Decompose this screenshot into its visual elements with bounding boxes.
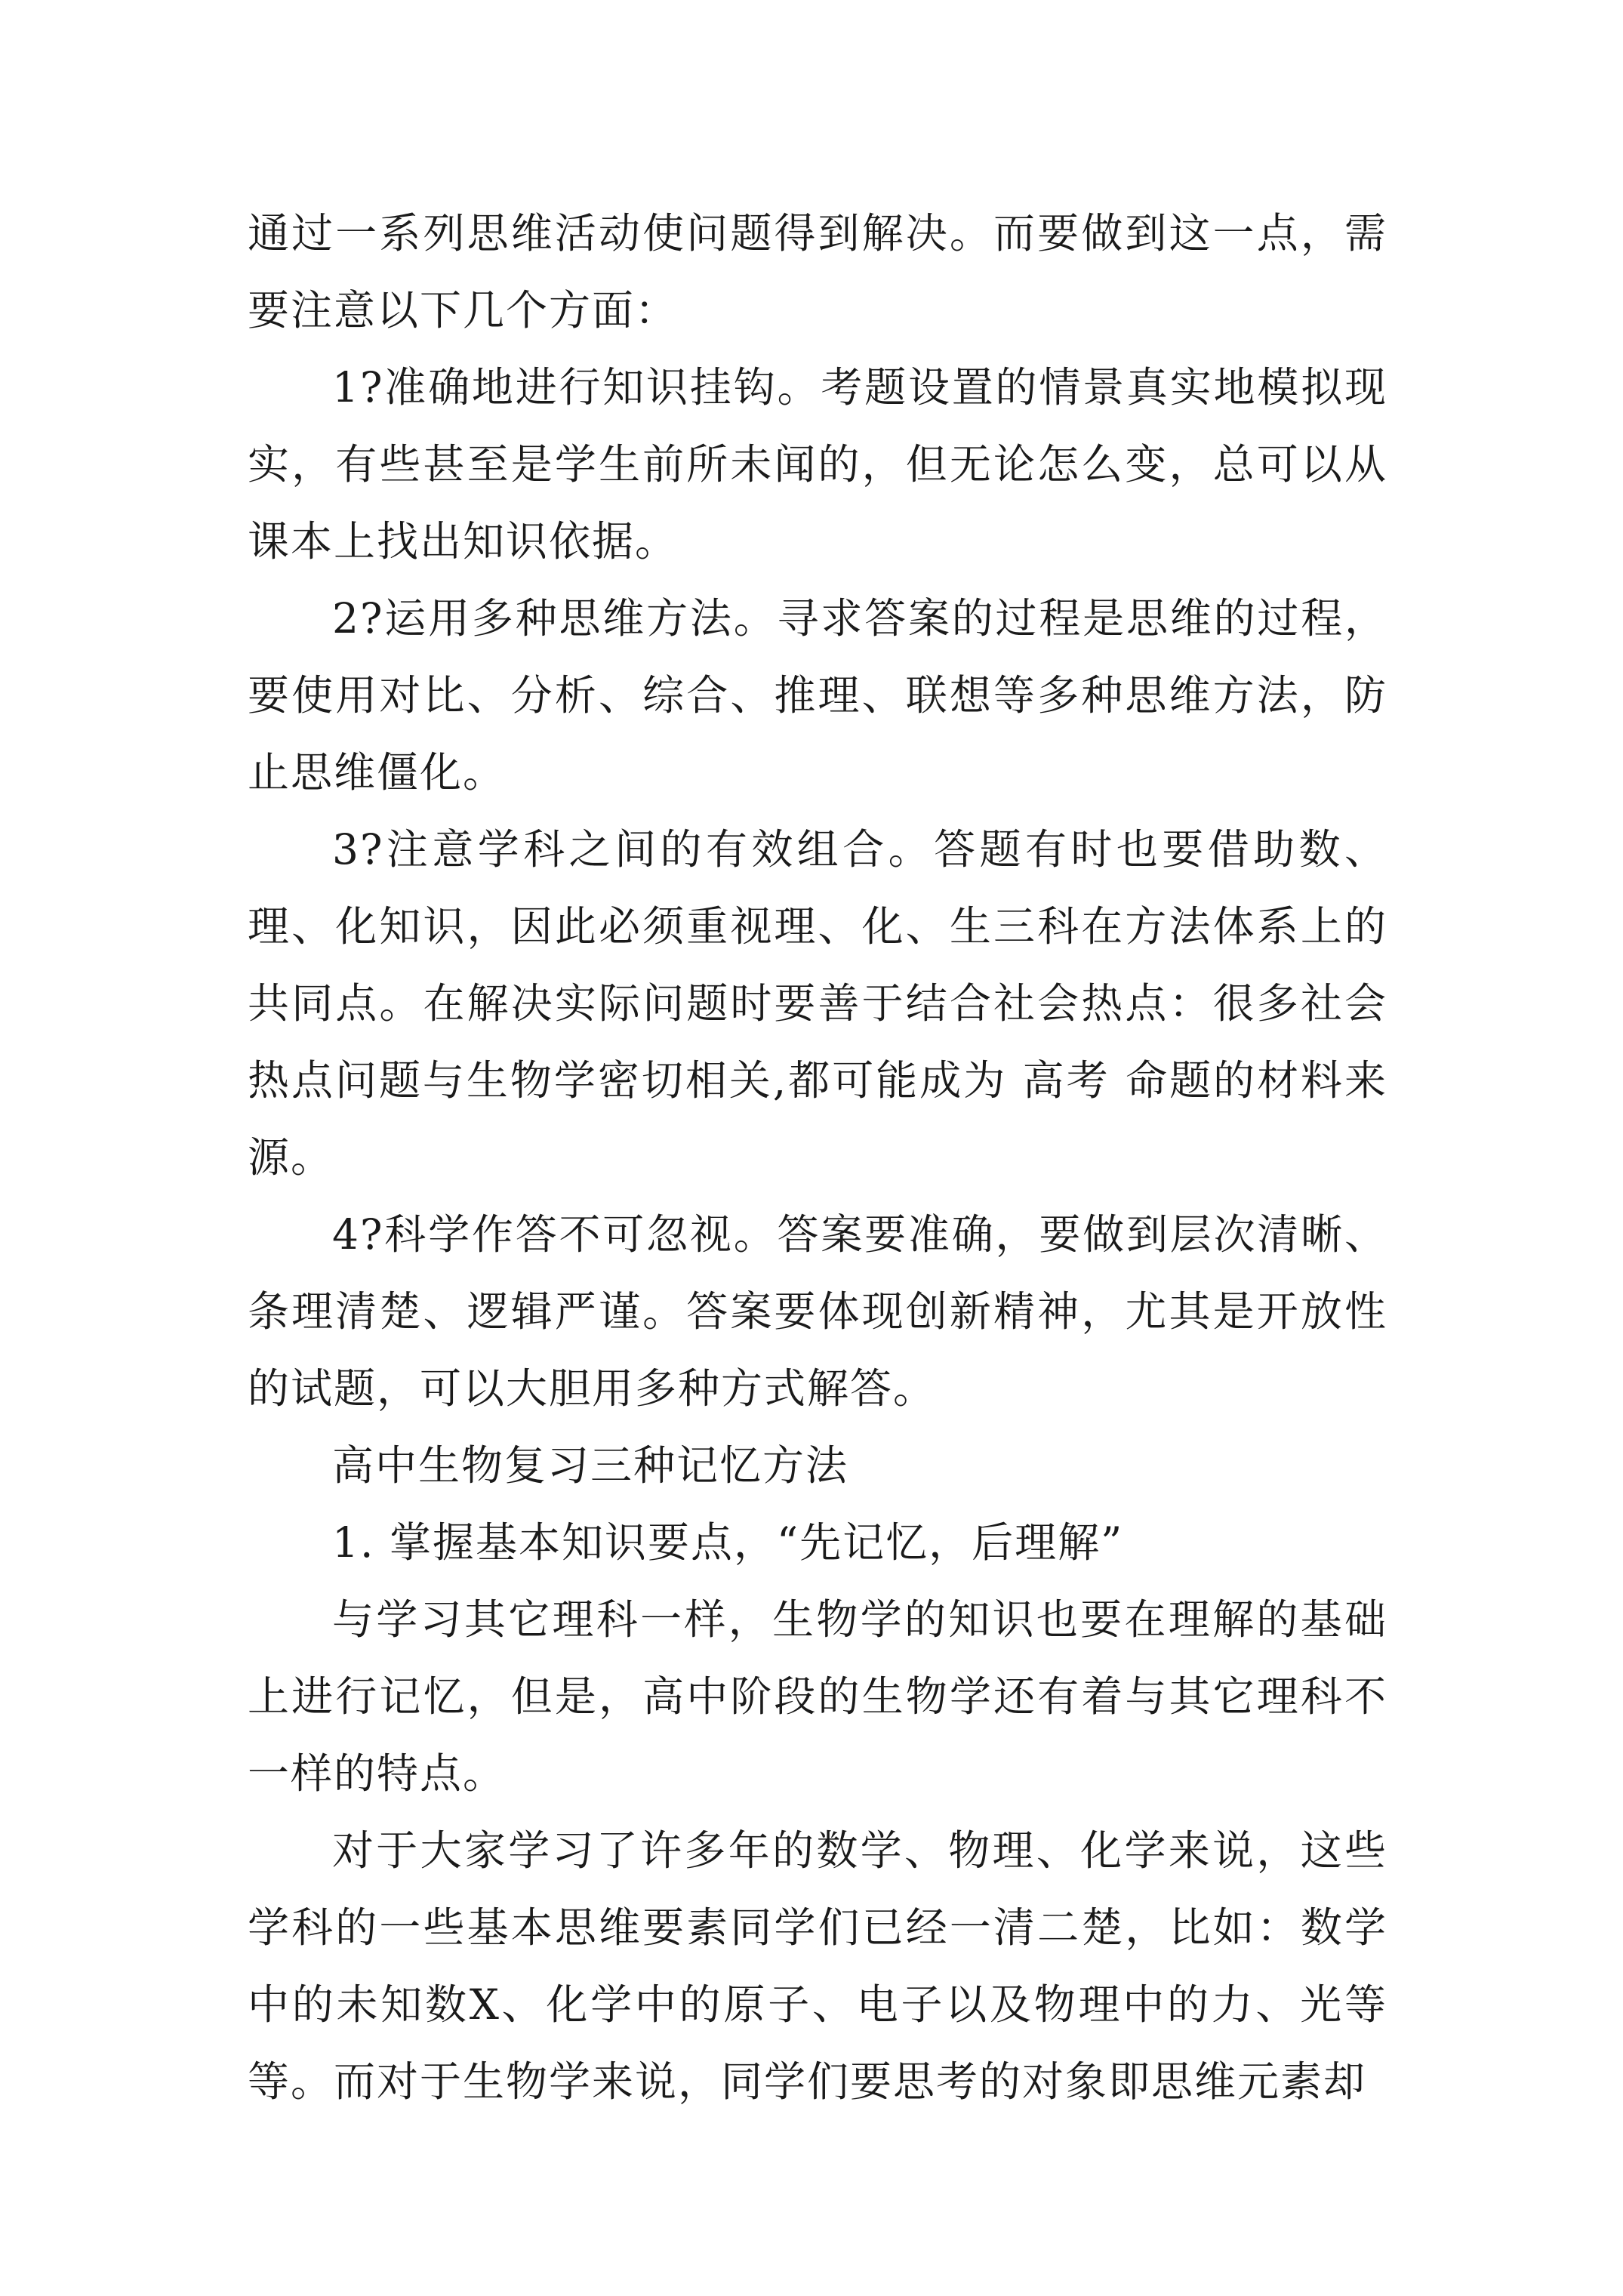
paragraph-point-1: 1?准确地进行知识挂钩。考题设置的情景真实地模拟现实，有些甚至是学生前所未闻的，但无论怎么变，总可以从课本上找出知识依据。 <box>248 363 1387 566</box>
subheading-method-1: 1. 掌握基本知识要点，“先记忆，后理解” <box>332 1518 1124 1567</box>
paragraph-point-4: 4?科学作答不可忽视。答案要准确，要做到层次清晰、条理清楚、逻辑严谨。答案要体现创新精神，尤其是开放性的试题，可以大胆用多种方式解答。 <box>248 1210 1387 1413</box>
section-heading: 高中生物复习三种记忆方法 <box>332 1441 849 1490</box>
document-body <box>248 195 1387 2120</box>
paragraph-point-3: 3?注意学科之间的有效组合。答题有时也要借助数、理、化知识，因此必须重视理、化、生三科在方法体系上的共同点。在解决实际问题时要善于结合社会热点：很多社会热点问题与生物学密切相关,都可能成为 高考 命题的材料来源。 <box>248 825 1387 1182</box>
paragraph-intro: 通过一系列思维活动使问题得到解决。而要做到这一点，需要注意以下几个方面： <box>248 209 1387 334</box>
paragraph-method-1-detail: 对于大家学习了许多年的数学、物理、化学来说，这些学科的一些基本思维要素同学们已经一清二楚，比如：数学中的未知数X、化学中的原子、电子以及物理中的力、光等等。而对于生物学来说，同学们要思考的对象即思维元素却 <box>248 1826 1387 2106</box>
paragraph-method-1-body: 与学习其它理科一样，生物学的知识也要在理解的基础上进行记忆，但是，高中阶段的生物学还有着与其它理科不一样的特点。 <box>248 1595 1387 1798</box>
paragraph-point-2: 2?运用多种思维方法。寻求答案的过程是思维的过程，要使用对比、分析、综合、推理、联想等多种思维方法，防止思维僵化。 <box>248 594 1387 797</box>
